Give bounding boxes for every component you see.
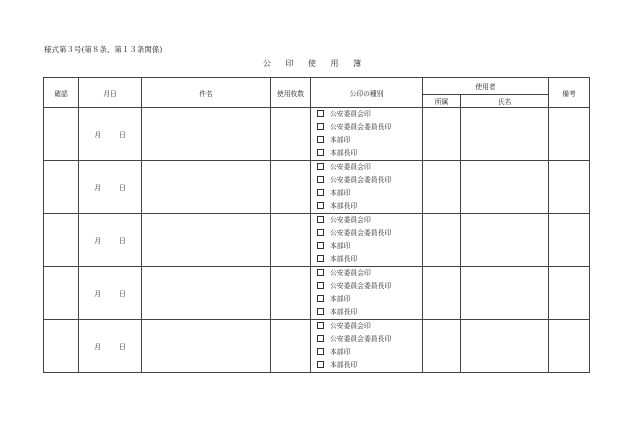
bikou-cell[interactable] — [549, 214, 590, 267]
form-number-label: 様式第３号(第８条、第１３条関係) — [44, 45, 163, 54]
checkbox-icon[interactable] — [317, 269, 324, 276]
seal-type-option[interactable] — [311, 147, 422, 160]
shozoku-cell[interactable] — [423, 161, 461, 214]
seal-type-option[interactable] — [311, 121, 422, 134]
seal-type-option[interactable] — [311, 306, 422, 319]
date-cell[interactable] — [79, 267, 142, 320]
seal-type-options — [311, 161, 423, 214]
maisuu-cell[interactable] — [271, 161, 311, 214]
checkbox-icon[interactable] — [317, 255, 324, 262]
kenmei-cell[interactable] — [142, 108, 271, 161]
seal-type-option[interactable] — [311, 280, 422, 293]
header-shimei: 氏名 — [461, 95, 549, 108]
kenmei-cell[interactable] — [142, 214, 271, 267]
seal-type-option[interactable] — [311, 200, 422, 213]
checkbox-icon[interactable] — [317, 361, 324, 368]
shimei-cell[interactable] — [461, 108, 549, 161]
bikou-cell[interactable] — [549, 161, 590, 214]
kakunin-cell[interactable] — [44, 320, 79, 373]
checkbox-icon[interactable] — [317, 163, 324, 170]
shimei-cell[interactable] — [461, 320, 549, 373]
header-shiyou-maisuu: 使用枚数 — [271, 78, 311, 108]
seal-type-option[interactable] — [311, 227, 422, 240]
table-row — [44, 320, 590, 373]
day-label: 日 — [119, 237, 126, 245]
checkbox-icon[interactable] — [317, 202, 324, 209]
month-label: 月 — [94, 131, 101, 139]
seal-type-label: 本部長印 — [330, 255, 358, 263]
seal-type-option[interactable] — [311, 346, 422, 359]
seal-type-label: 公安委員会委員長印 — [330, 176, 392, 184]
header-kenmei: 件名 — [142, 78, 271, 108]
seal-type-label: 公安委員会委員長印 — [330, 229, 392, 237]
seal-type-label: 公安委員会印 — [330, 110, 371, 118]
seal-type-option[interactable] — [311, 134, 422, 147]
kakunin-cell[interactable] — [44, 108, 79, 161]
kenmei-cell[interactable] — [142, 267, 271, 320]
seal-type-label: 公安委員会印 — [330, 322, 371, 330]
bikou-cell[interactable] — [549, 267, 590, 320]
table-row — [44, 108, 590, 161]
day-label: 日 — [119, 184, 126, 192]
month-label: 月 — [94, 343, 101, 351]
seal-type-label: 本部長印 — [330, 149, 358, 157]
maisuu-cell[interactable] — [271, 320, 311, 373]
seal-type-option[interactable] — [311, 253, 422, 266]
seal-type-option[interactable] — [311, 333, 422, 346]
checkbox-icon[interactable] — [317, 308, 324, 315]
seal-type-options — [311, 108, 423, 161]
seal-type-option[interactable] — [311, 214, 422, 227]
kenmei-cell[interactable] — [142, 320, 271, 373]
day-label: 日 — [119, 290, 126, 298]
seal-type-option[interactable] — [311, 187, 422, 200]
seal-type-label: 本部印 — [330, 242, 351, 250]
checkbox-icon[interactable] — [317, 189, 324, 196]
seal-type-label: 本部印 — [330, 189, 351, 197]
seal-type-options — [311, 267, 423, 320]
seal-type-label: 公安委員会印 — [330, 216, 371, 224]
bikou-cell[interactable] — [549, 108, 590, 161]
day-label: 日 — [119, 343, 126, 351]
seal-type-options — [311, 214, 423, 267]
header-shiyousha: 使用者 — [423, 78, 549, 95]
bikou-cell[interactable] — [549, 320, 590, 373]
ledger-body — [44, 108, 590, 373]
seal-type-option[interactable] — [311, 267, 422, 280]
seal-type-label: 公安委員会委員長印 — [330, 282, 392, 290]
table-row — [44, 214, 590, 267]
seal-type-option[interactable] — [311, 293, 422, 306]
maisuu-cell[interactable] — [271, 267, 311, 320]
seal-type-label: 本部長印 — [330, 361, 358, 369]
header-kouin-shubetsu: 公印の種別 — [311, 78, 423, 108]
checkbox-icon[interactable] — [317, 282, 324, 289]
checkbox-icon[interactable] — [317, 229, 324, 236]
shimei-cell[interactable] — [461, 214, 549, 267]
seal-type-option[interactable] — [311, 161, 422, 174]
maisuu-cell[interactable] — [271, 108, 311, 161]
shozoku-cell[interactable] — [423, 214, 461, 267]
shimei-cell[interactable] — [461, 161, 549, 214]
seal-type-option[interactable] — [311, 108, 422, 121]
seal-type-option[interactable] — [311, 240, 422, 253]
kakunin-cell[interactable] — [44, 214, 79, 267]
seal-type-label: 公安委員会委員長印 — [330, 335, 392, 343]
checkbox-icon[interactable] — [317, 242, 324, 249]
checkbox-icon[interactable] — [317, 216, 324, 223]
seal-usage-ledger-table — [43, 77, 590, 373]
seal-type-options — [311, 320, 423, 373]
seal-type-label: 本部印 — [330, 348, 351, 356]
seal-type-label: 本部長印 — [330, 202, 358, 210]
month-label: 月 — [94, 237, 101, 245]
day-label: 日 — [119, 131, 126, 139]
checkbox-icon[interactable] — [317, 149, 324, 156]
checkbox-icon[interactable] — [317, 335, 324, 342]
table-row — [44, 161, 590, 214]
seal-type-option[interactable] — [311, 174, 422, 187]
checkbox-icon[interactable] — [317, 136, 324, 143]
kenmei-cell[interactable] — [142, 161, 271, 214]
seal-type-label: 公安委員会委員長印 — [330, 123, 392, 131]
checkbox-icon[interactable] — [317, 348, 324, 355]
checkbox-icon[interactable] — [317, 110, 324, 117]
date-cell[interactable] — [79, 320, 142, 373]
header-bikou: 備考 — [549, 78, 590, 108]
header-shozoku: 所属 — [423, 95, 461, 108]
form-title: 公 印 使 用 簿 — [262, 59, 368, 68]
shimei-cell[interactable] — [461, 267, 549, 320]
checkbox-icon[interactable] — [317, 123, 324, 130]
date-cell[interactable] — [79, 161, 142, 214]
checkbox-icon[interactable] — [317, 176, 324, 183]
checkbox-icon[interactable] — [317, 295, 324, 302]
month-label: 月 — [94, 184, 101, 192]
shozoku-cell[interactable] — [423, 108, 461, 161]
shozoku-cell[interactable] — [423, 267, 461, 320]
seal-type-label: 本部長印 — [330, 308, 358, 316]
kakunin-cell[interactable] — [44, 267, 79, 320]
header-kakunin: 確認 — [44, 78, 79, 108]
month-label: 月 — [94, 290, 101, 298]
seal-type-label: 公安委員会印 — [330, 163, 371, 171]
shozoku-cell[interactable] — [423, 320, 461, 373]
table-row — [44, 267, 590, 320]
seal-type-option[interactable] — [311, 320, 422, 333]
seal-type-option[interactable] — [311, 359, 422, 372]
seal-type-label: 本部印 — [330, 136, 351, 144]
seal-type-label: 公安委員会印 — [330, 269, 371, 277]
checkbox-icon[interactable] — [317, 322, 324, 329]
maisuu-cell[interactable] — [271, 214, 311, 267]
seal-type-label: 本部印 — [330, 295, 351, 303]
date-cell[interactable] — [79, 214, 142, 267]
header-tsukihi: 月日 — [79, 78, 142, 108]
date-cell[interactable] — [79, 108, 142, 161]
kakunin-cell[interactable] — [44, 161, 79, 214]
